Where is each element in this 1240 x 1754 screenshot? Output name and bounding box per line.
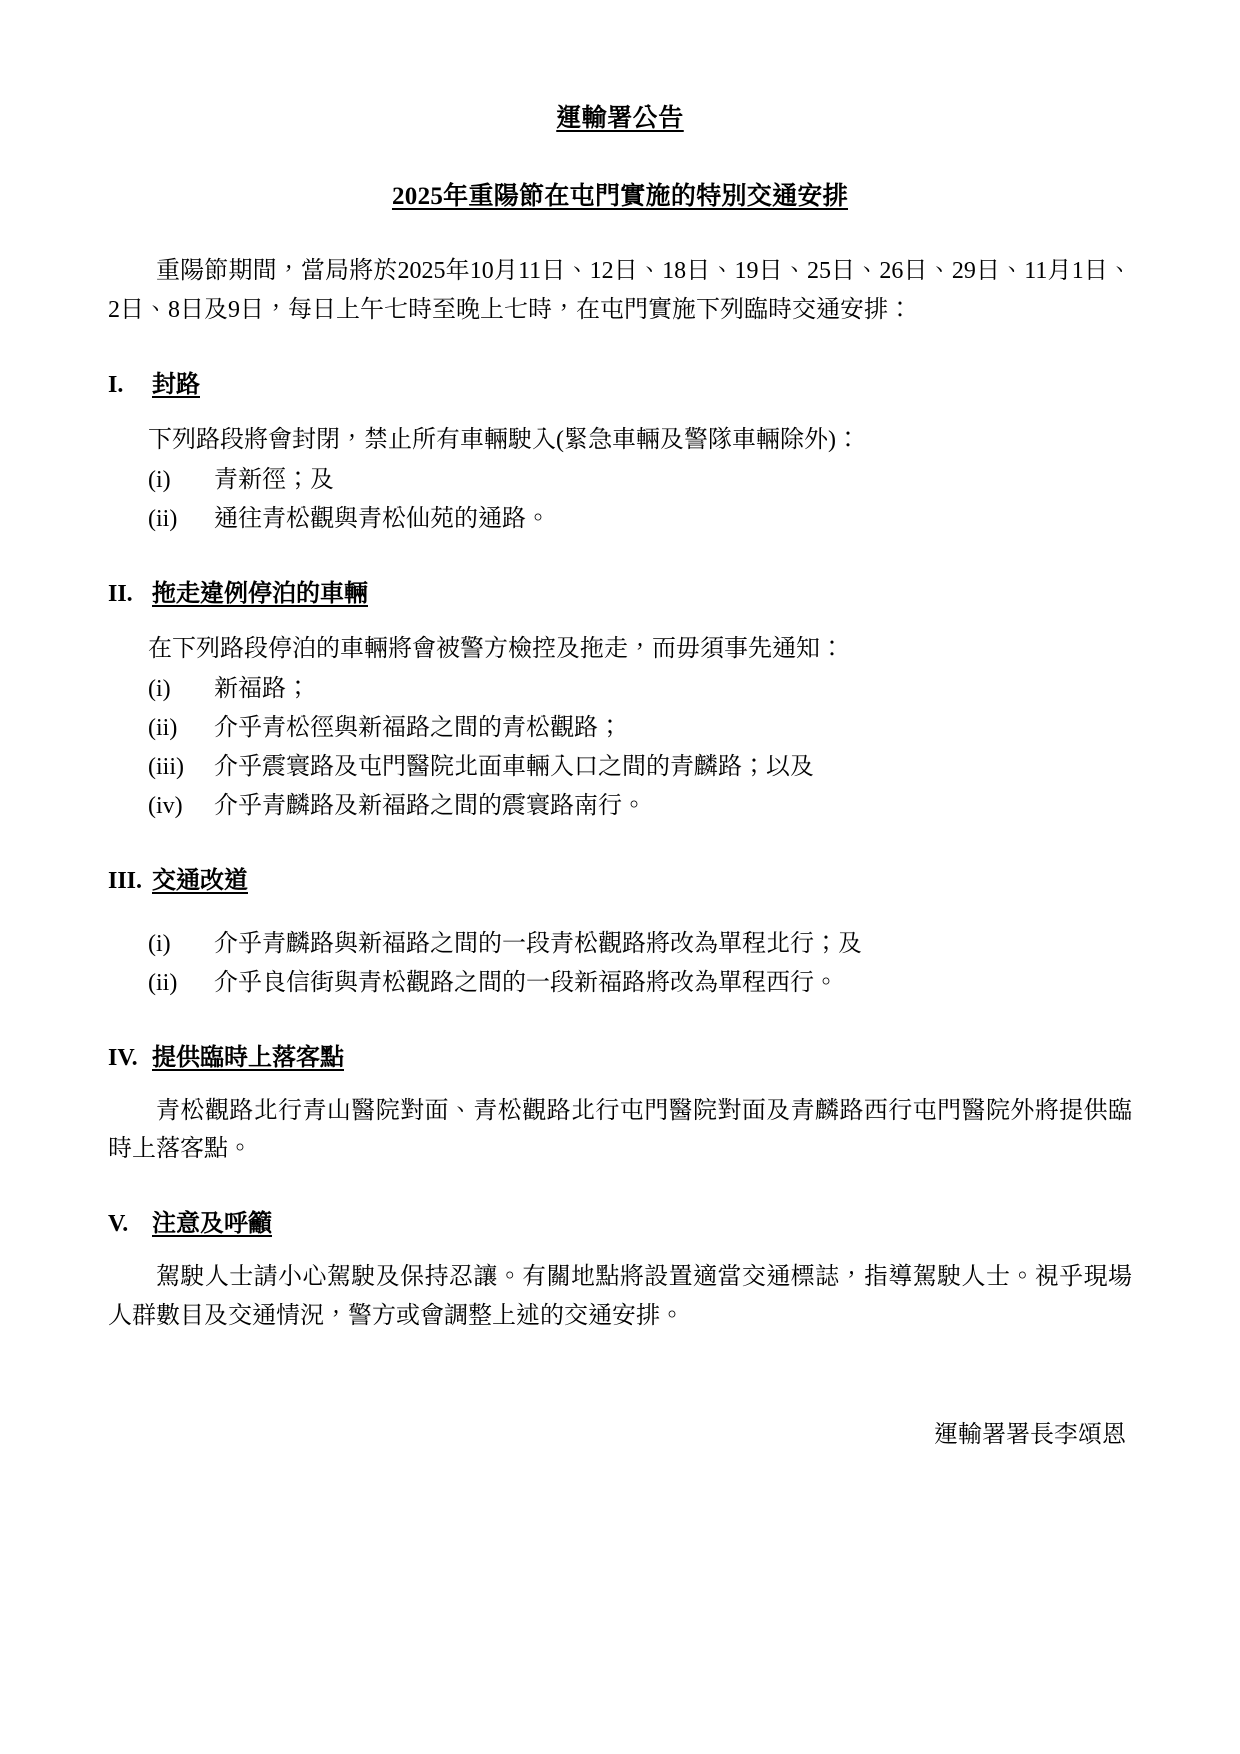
list-item — [148, 925, 1132, 964]
section-title: 提供臨時上落客點 — [152, 1044, 344, 1071]
list-item — [148, 670, 1132, 709]
list-text: 介乎青麟路與新福路之間的一段青松觀路將改為單程北行；及 — [214, 930, 862, 957]
section-closure — [108, 364, 1132, 539]
section-towing — [108, 573, 1132, 826]
list-marker: (i) — [148, 930, 171, 957]
list-marker: (ii) — [148, 506, 178, 533]
list-item — [148, 500, 1132, 539]
section-diversion — [108, 860, 1132, 1003]
list-item — [148, 461, 1132, 500]
section-number: V. — [108, 1211, 129, 1238]
section-heading — [108, 860, 1132, 895]
section-lead: 在下列路段停泊的車輛將會被警方檢控及拖走，而毋須事先通知： — [148, 635, 844, 662]
page-title: 運輸署公告 — [556, 105, 684, 132]
section-heading — [108, 1203, 1132, 1238]
list-item — [148, 709, 1132, 748]
list-text: 介乎青麟路及新福路之間的震寰路南行。 — [214, 792, 646, 819]
list-marker: (iv) — [148, 792, 183, 819]
section-lead: 下列路段將會封閉，禁止所有車輛駛入(緊急車輛及警隊車輛除外)： — [148, 426, 860, 453]
list-marker: (iii) — [148, 754, 184, 781]
list-item — [148, 964, 1132, 1003]
section-body — [148, 917, 1132, 1003]
section-title: 拖走違例停泊的車輛 — [152, 580, 368, 607]
section-body — [148, 421, 1132, 539]
section-title: 注意及呼籲 — [152, 1211, 272, 1238]
list-item — [148, 748, 1132, 787]
roman-list — [148, 925, 1132, 1003]
section-number: IV. — [108, 1044, 138, 1071]
section-number: II. — [108, 580, 133, 607]
section-body — [148, 630, 1132, 826]
list-text: 介乎青松徑與新福路之間的青松觀路； — [214, 715, 622, 742]
list-marker: (i) — [148, 676, 171, 703]
list-text: 介乎良信街與青松觀路之間的一段新福路將改為單程西行。 — [214, 969, 838, 996]
signature-line: 運輸署署長李頌恩 — [934, 1422, 1126, 1449]
roman-list — [148, 670, 1132, 826]
section-title: 交通改道 — [152, 867, 248, 894]
section-heading — [108, 1037, 1132, 1072]
section-paragraph: 青松觀路北行青山醫院對面、青松觀路北行屯門醫院對面及青麟路西行屯門醫院外將提供臨時上落客點。 — [108, 1097, 1132, 1163]
spacer — [148, 917, 1132, 925]
list-marker: (ii) — [148, 715, 178, 742]
intro-paragraph: 重陽節期間，當局將於2025年10月11日、12日、18日、19日、25日、26日、29日、11月1日、2日、8日及9日，每日上午七時至晚上七時，在屯門實施下列臨時交通安排： — [108, 258, 1132, 323]
list-item — [148, 787, 1132, 826]
list-marker: (ii) — [148, 969, 178, 996]
roman-list — [148, 461, 1132, 539]
list-text: 青新徑；及 — [214, 467, 334, 494]
list-text: 通往青松觀與青松仙苑的通路。 — [214, 506, 550, 533]
list-text: 新福路； — [214, 676, 310, 703]
list-text: 介乎震寰路及屯門醫院北面車輛入口之間的青麟路；以及 — [214, 754, 814, 781]
section-heading — [108, 573, 1132, 608]
section-number: I. — [108, 371, 124, 398]
section-appeal — [108, 1203, 1132, 1336]
section-title: 封路 — [152, 371, 200, 398]
section-pickup-points — [108, 1037, 1132, 1170]
section-paragraph: 駕駛人士請小心駕駛及保持忍讓。有關地點將設置適當交通標誌，指導駕駛人士。視乎現場人群數目及交通情況，警方或會調整上述的交通安排。 — [108, 1264, 1132, 1330]
page-subtitle: 2025年重陽節在屯門實施的特別交通安排 — [391, 183, 848, 210]
section-number: III. — [108, 867, 143, 894]
section-heading — [108, 364, 1132, 399]
list-marker: (i) — [148, 467, 171, 494]
